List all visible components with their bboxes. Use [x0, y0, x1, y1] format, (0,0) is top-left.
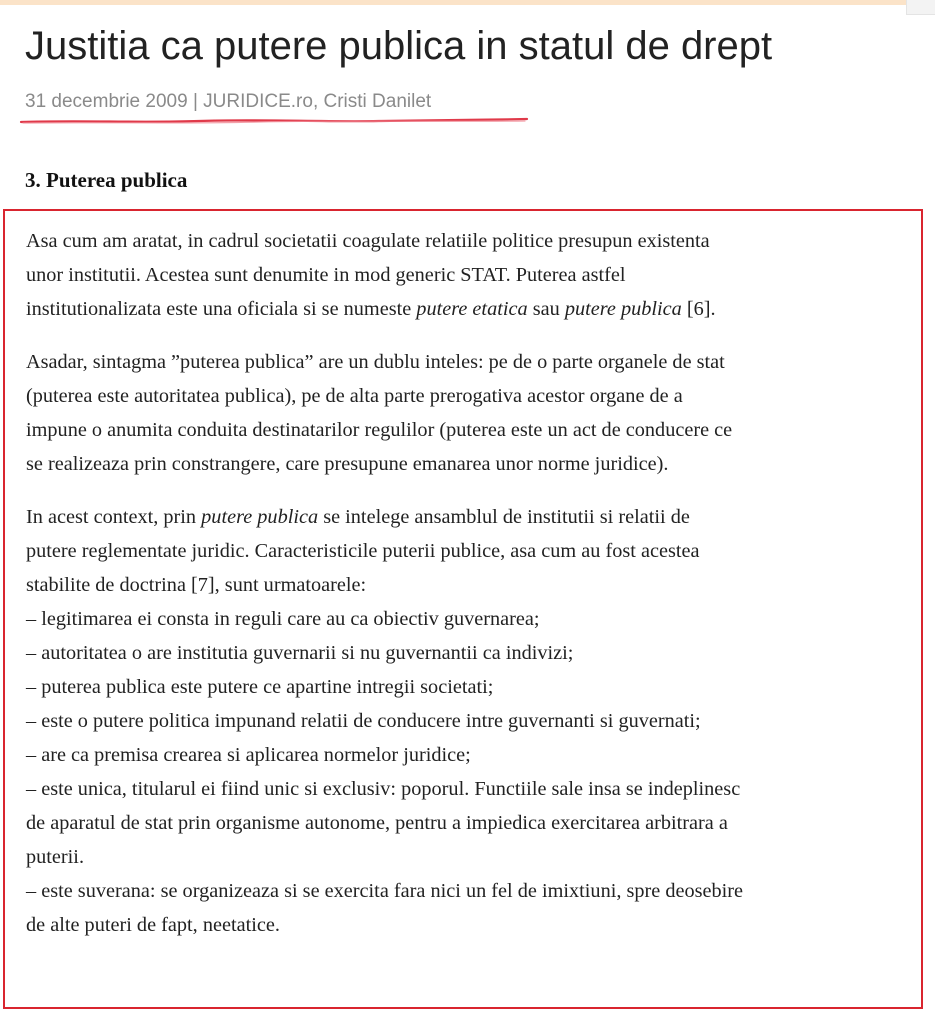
text-line: de aparatul de stat prin organisme autonome, pentru a impiedica exercitarea arbitrara a	[26, 812, 728, 834]
text-line: puterii.	[26, 846, 85, 868]
article-meta-block	[25, 90, 531, 126]
paragraph-1	[26, 224, 921, 326]
list-item: – puterea publica este putere ce apartine intregii societati;	[26, 676, 494, 698]
text-line: Asa cum am aratat, in cadrul societatii coagulate relatiile politice presupun existenta	[26, 230, 710, 252]
text-run: In acest context, prin	[26, 506, 202, 528]
list-item: – are ca premisa crearea si aplicarea normelor juridice;	[26, 744, 471, 766]
emphasis-term: putere publica	[564, 298, 682, 320]
top-right-tab	[906, 0, 935, 15]
text-line: stabilite de doctrina [7], sunt urmatoarele:	[26, 574, 367, 596]
paragraph-3	[26, 500, 921, 942]
handdrawn-underline	[19, 116, 531, 126]
emphasis-term: putere publica	[201, 506, 319, 528]
text-line: impune o anumita conduita destinatarilor regulilor (puterea este un act de conducere ce	[26, 419, 733, 441]
list-item: – autoritatea o are institutia guvernarii si nu guvernantii ca indivizi;	[26, 642, 574, 664]
list-item: – este o putere politica impunand relatii de conducere intre guvernanti si guvernati;	[26, 710, 701, 732]
text-run: se intelege ansamblul de institutii si relatii de	[318, 506, 690, 528]
article-title: Justitia ca putere publica in statul de drept	[25, 24, 773, 68]
text-line: putere reglementate juridic. Caracteristicile puterii publice, asa cum au fost acestea	[26, 540, 700, 562]
text-line	[26, 500, 921, 534]
list-item: – este unica, titularul ei fiind unic si exclusiv: poporul. Functiile sale insa se indeplinesc	[26, 778, 741, 800]
list-item: – legitimarea ei consta in reguli care au ca obiectiv guvernarea;	[26, 608, 540, 630]
text-run: institutionalizata este una oficiala si se numeste	[26, 298, 417, 320]
text-line: Asadar, sintagma ”puterea publica” are un dublu inteles: pe de o parte organele de stat	[26, 351, 725, 373]
emphasis-term: putere etatica	[416, 298, 528, 320]
article-body	[26, 224, 921, 961]
text-line: unor institutii. Acestea sunt denumite in mod generic STAT. Puterea astfel	[26, 264, 626, 286]
text-line: se realizeaza prin constrangere, care presupune emanarea unor norme juridice).	[26, 453, 669, 475]
text-line	[26, 292, 921, 326]
article-meta: 31 decembrie 2009 | JURIDICE.ro, Cristi Danilet	[25, 91, 432, 112]
text-run: sau	[527, 298, 565, 320]
text-run: [6].	[681, 298, 716, 320]
text-line: (puterea este autoritatea publica), pe de alta parte prerogativa acestor organe de a	[26, 385, 683, 407]
paragraph-2	[26, 345, 921, 481]
text-line: de alte puteri de fapt, neetatice.	[26, 914, 280, 936]
section-heading: 3. Puterea publica	[25, 168, 188, 192]
top-accent-bar	[0, 0, 935, 5]
list-item: – este suverana: se organizeaza si se exercita fara nici un fel de imixtiuni, spre deosebire	[26, 880, 744, 902]
